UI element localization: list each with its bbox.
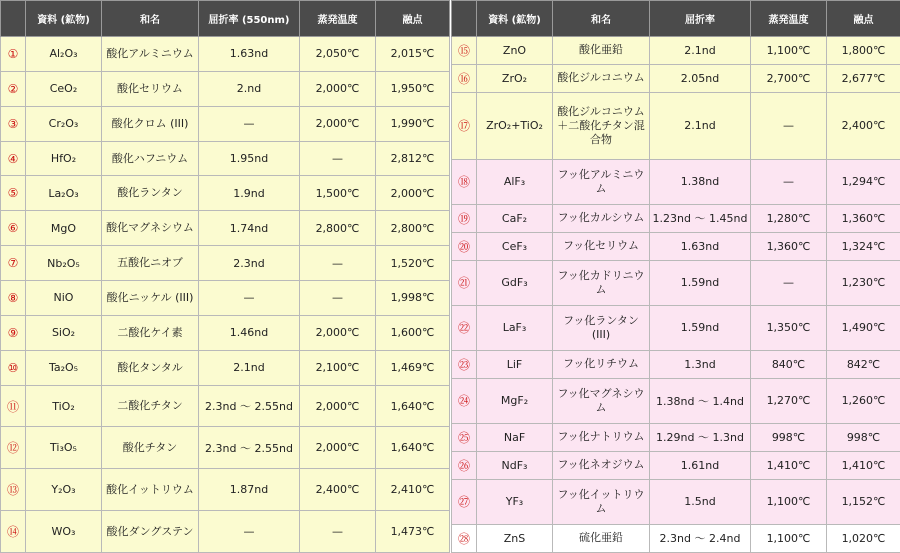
evaporation-temp: 1,100℃ xyxy=(751,479,827,524)
melting-point: 1,520℃ xyxy=(376,246,450,281)
melting-point: 1,640℃ xyxy=(376,427,450,469)
material-formula: Ta₂O₅ xyxy=(26,350,102,385)
material-formula: CaF₂ xyxy=(477,204,553,232)
material-japanese-name: 二酸化チタン xyxy=(102,385,199,427)
header-number xyxy=(452,1,477,37)
melting-point: 1,260℃ xyxy=(827,378,900,423)
evaporation-temp: 2,100℃ xyxy=(300,350,376,385)
refractive-index: 2.3nd xyxy=(199,246,300,281)
row-number: ⑱ xyxy=(452,159,477,204)
header-melting-point: 融点 xyxy=(827,1,900,37)
material-formula: MgF₂ xyxy=(477,378,553,423)
material-japanese-name: 酸化クロム (III) xyxy=(102,106,199,141)
material-formula: CeF₃ xyxy=(477,232,553,260)
melting-point: 2,812℃ xyxy=(376,141,450,176)
refractive-index: 1.63nd xyxy=(199,37,300,72)
evaporation-temp: — xyxy=(751,159,827,204)
evaporation-temp: 1,360℃ xyxy=(751,232,827,260)
melting-point: 1,800℃ xyxy=(827,37,900,65)
refractive-index: 1.46nd xyxy=(199,315,300,350)
material-japanese-name: フッ化イットリウム xyxy=(553,479,650,524)
row-number: ㉖ xyxy=(452,451,477,479)
row-number: ㉒ xyxy=(452,305,477,350)
evaporation-temp: 2,050℃ xyxy=(300,37,376,72)
refractive-index: 1.63nd xyxy=(650,232,751,260)
material-formula: LiF xyxy=(477,350,553,378)
table-body-right xyxy=(452,37,900,553)
material-formula: La₂O₃ xyxy=(26,176,102,211)
header-evaporation-temp: 蒸発温度 xyxy=(751,1,827,37)
table-row xyxy=(452,37,900,65)
material-japanese-name: 酸化ランタン xyxy=(102,176,199,211)
header-melting-point: 融点 xyxy=(376,1,450,37)
material-japanese-name: フッ化セリウム xyxy=(553,232,650,260)
row-number: ⑫ xyxy=(1,427,26,469)
material-japanese-name: 酸化ハフニウム xyxy=(102,141,199,176)
header-japanese-name: 和名 xyxy=(553,1,650,37)
header-japanese-name: 和名 xyxy=(102,1,199,37)
material-formula: CeO₂ xyxy=(26,71,102,106)
evaporation-temp: 2,000℃ xyxy=(300,106,376,141)
material-formula: YF₃ xyxy=(477,479,553,524)
material-japanese-name: 酸化ダングステン xyxy=(102,511,199,553)
material-formula: GdF₃ xyxy=(477,260,553,305)
refractive-index: — xyxy=(199,106,300,141)
melting-point: 1,990℃ xyxy=(376,106,450,141)
refractive-index: 2.nd xyxy=(199,71,300,106)
header-evaporation-temp: 蒸発温度 xyxy=(300,1,376,37)
material-japanese-name: フッ化ランタン (III) xyxy=(553,305,650,350)
header-row xyxy=(452,1,900,37)
table-row xyxy=(452,159,900,204)
refractive-index: 1.59nd xyxy=(650,305,751,350)
evaporation-temp: — xyxy=(751,260,827,305)
row-number: ㉑ xyxy=(452,260,477,305)
row-number: ⑯ xyxy=(452,64,477,92)
refractive-index: 2.1nd xyxy=(650,92,751,159)
material-formula: MgO xyxy=(26,211,102,246)
material-formula: NdF₃ xyxy=(477,451,553,479)
evaporation-temp: — xyxy=(751,92,827,159)
refractive-index: 1.95nd xyxy=(199,141,300,176)
evaporation-temp: 2,000℃ xyxy=(300,71,376,106)
evaporation-temp: 1,350℃ xyxy=(751,305,827,350)
row-number: ⑲ xyxy=(452,204,477,232)
material-japanese-name: フッ化カルシウム xyxy=(553,204,650,232)
refractive-index: 1.59nd xyxy=(650,260,751,305)
material-japanese-name: 硫化亜鉛 xyxy=(553,524,650,552)
row-number: ⑭ xyxy=(1,511,26,553)
material-japanese-name: 酸化タンタル xyxy=(102,350,199,385)
evaporation-temp: 2,800℃ xyxy=(300,211,376,246)
refractive-index: 1.3nd xyxy=(650,350,751,378)
table-row xyxy=(1,37,450,72)
melting-point: 1,230℃ xyxy=(827,260,900,305)
evaporation-temp: 2,700℃ xyxy=(751,64,827,92)
evaporation-temp: 998℃ xyxy=(751,423,827,451)
material-japanese-name: 酸化亜鉛 xyxy=(553,37,650,65)
refractive-index: 2.1nd xyxy=(199,350,300,385)
evaporation-temp: 1,500℃ xyxy=(300,176,376,211)
material-formula: SiO₂ xyxy=(26,315,102,350)
melting-point: 1,640℃ xyxy=(376,385,450,427)
row-number: ⑦ xyxy=(1,246,26,281)
melting-point: 2,410℃ xyxy=(376,469,450,511)
melting-point: 1,020℃ xyxy=(827,524,900,552)
evaporation-temp: 1,280℃ xyxy=(751,204,827,232)
table-row xyxy=(452,378,900,423)
refractive-index: 1.61nd xyxy=(650,451,751,479)
material-japanese-name: 酸化マグネシウム xyxy=(102,211,199,246)
refractive-index: 1.87nd xyxy=(199,469,300,511)
table-row xyxy=(1,511,450,553)
table-row xyxy=(452,524,900,552)
melting-point: 1,473℃ xyxy=(376,511,450,553)
melting-point: 1,469℃ xyxy=(376,350,450,385)
melting-point: 2,677℃ xyxy=(827,64,900,92)
row-number: ② xyxy=(1,71,26,106)
table-row xyxy=(1,106,450,141)
row-number: ⑬ xyxy=(1,469,26,511)
material-formula: ZrO₂ xyxy=(477,64,553,92)
header-material: 資料 (鉱物) xyxy=(26,1,102,37)
row-number: ⑰ xyxy=(452,92,477,159)
material-formula: LaF₃ xyxy=(477,305,553,350)
evaporation-temp: 2,400℃ xyxy=(300,469,376,511)
header-material: 資料 (鉱物) xyxy=(477,1,553,37)
row-number: ㉗ xyxy=(452,479,477,524)
row-number: ⑧ xyxy=(1,281,26,316)
header-row xyxy=(1,1,450,37)
table-row xyxy=(452,260,900,305)
row-number: ⑪ xyxy=(1,385,26,427)
melting-point: 1,324℃ xyxy=(827,232,900,260)
refractive-index: 1.74nd xyxy=(199,211,300,246)
material-formula: Y₂O₃ xyxy=(26,469,102,511)
evaporation-temp: 2,000℃ xyxy=(300,315,376,350)
table-row xyxy=(1,211,450,246)
table-row xyxy=(452,451,900,479)
evaporation-temp: 840℃ xyxy=(751,350,827,378)
table-row xyxy=(452,305,900,350)
evaporation-temp: 1,100℃ xyxy=(751,524,827,552)
material-formula: TiO₂ xyxy=(26,385,102,427)
material-formula: AlF₃ xyxy=(477,159,553,204)
table-row xyxy=(1,385,450,427)
table-row xyxy=(1,71,450,106)
melting-point: 842℃ xyxy=(827,350,900,378)
refractive-index: 1.23nd 〜 1.45nd xyxy=(650,204,751,232)
row-number: ㉕ xyxy=(452,423,477,451)
evaporation-temp: 1,410℃ xyxy=(751,451,827,479)
row-number: ⑨ xyxy=(1,315,26,350)
evaporation-temp: 1,270℃ xyxy=(751,378,827,423)
melting-point: 2,400℃ xyxy=(827,92,900,159)
material-formula: ZrO₂+TiO₂ xyxy=(477,92,553,159)
material-formula: Cr₂O₃ xyxy=(26,106,102,141)
material-formula: Ti₃O₅ xyxy=(26,427,102,469)
refractive-index: 2.3nd 〜 2.55nd xyxy=(199,385,300,427)
material-formula: NaF xyxy=(477,423,553,451)
header-number xyxy=(1,1,26,37)
material-formula: NiO xyxy=(26,281,102,316)
material-formula: ZnO xyxy=(477,37,553,65)
refractive-index: 1.38nd 〜 1.4nd xyxy=(650,378,751,423)
refractive-index: 1.29nd 〜 1.3nd xyxy=(650,423,751,451)
refractive-index: 1.5nd xyxy=(650,479,751,524)
evaporation-temp: 1,100℃ xyxy=(751,37,827,65)
row-number: ① xyxy=(1,37,26,72)
row-number: ④ xyxy=(1,141,26,176)
table-row xyxy=(1,350,450,385)
melting-point: 998℃ xyxy=(827,423,900,451)
melting-point: 1,950℃ xyxy=(376,71,450,106)
table-row xyxy=(452,479,900,524)
evaporation-temp: — xyxy=(300,281,376,316)
row-number: ㉔ xyxy=(452,378,477,423)
evaporation-temp: — xyxy=(300,511,376,553)
material-japanese-name: 酸化セリウム xyxy=(102,71,199,106)
material-japanese-name: 二酸化ケイ素 xyxy=(102,315,199,350)
row-number: ③ xyxy=(1,106,26,141)
refractive-index: 2.3nd 〜 2.55nd xyxy=(199,427,300,469)
material-formula: Al₂O₃ xyxy=(26,37,102,72)
table-row xyxy=(452,232,900,260)
material-japanese-name: フッ化カドリニウム xyxy=(553,260,650,305)
table-row xyxy=(452,92,900,159)
melting-point: 2,800℃ xyxy=(376,211,450,246)
row-number: ⑥ xyxy=(1,211,26,246)
refractive-index: 2.3nd 〜 2.4nd xyxy=(650,524,751,552)
table-row xyxy=(1,315,450,350)
melting-point: 1,490℃ xyxy=(827,305,900,350)
table-row xyxy=(1,427,450,469)
table-row xyxy=(1,281,450,316)
row-number: ⑩ xyxy=(1,350,26,385)
melting-point: 2,015℃ xyxy=(376,37,450,72)
table-row xyxy=(452,350,900,378)
material-japanese-name: フッ化アルミニウム xyxy=(553,159,650,204)
melting-point: 1,152℃ xyxy=(827,479,900,524)
row-number: ㉓ xyxy=(452,350,477,378)
material-japanese-name: 酸化ジルコニウム xyxy=(553,64,650,92)
material-japanese-name: 酸化ニッケル (III) xyxy=(102,281,199,316)
material-formula: HfO₂ xyxy=(26,141,102,176)
melting-point: 1,600℃ xyxy=(376,315,450,350)
refractive-index: 2.05nd xyxy=(650,64,751,92)
row-number: ⑤ xyxy=(1,176,26,211)
material-japanese-name: 酸化ジルコニウム＋二酸化チタン混合物 xyxy=(553,92,650,159)
melting-point: 1,998℃ xyxy=(376,281,450,316)
refractive-index: 2.1nd xyxy=(650,37,751,65)
refractive-index: — xyxy=(199,511,300,553)
material-japanese-name: フッ化ナトリウム xyxy=(553,423,650,451)
table-row xyxy=(1,141,450,176)
row-number: ㉘ xyxy=(452,524,477,552)
table-row xyxy=(1,469,450,511)
evaporation-temp: 2,000℃ xyxy=(300,385,376,427)
melting-point: 1,410℃ xyxy=(827,451,900,479)
material-japanese-name: フッ化リチウム xyxy=(553,350,650,378)
material-japanese-name: 酸化イットリウム xyxy=(102,469,199,511)
table-row xyxy=(1,246,450,281)
material-formula: ZnS xyxy=(477,524,553,552)
materials-table-right xyxy=(451,0,900,553)
evaporation-temp: — xyxy=(300,246,376,281)
evaporation-temp: 2,000℃ xyxy=(300,427,376,469)
melting-point: 1,294℃ xyxy=(827,159,900,204)
table-body-left xyxy=(1,37,450,553)
table-row xyxy=(1,176,450,211)
refractive-index: — xyxy=(199,281,300,316)
table-row xyxy=(452,64,900,92)
row-number: ⑳ xyxy=(452,232,477,260)
material-formula: WO₃ xyxy=(26,511,102,553)
material-japanese-name: フッ化ネオジウム xyxy=(553,451,650,479)
material-japanese-name: 五酸化ニオブ xyxy=(102,246,199,281)
melting-point: 1,360℃ xyxy=(827,204,900,232)
refractive-index: 1.38nd xyxy=(650,159,751,204)
evaporation-temp: — xyxy=(300,141,376,176)
material-japanese-name: 酸化アルミニウム xyxy=(102,37,199,72)
refractive-index: 1.9nd xyxy=(199,176,300,211)
material-japanese-name: フッ化マグネシウム xyxy=(553,378,650,423)
material-japanese-name: 酸化チタン xyxy=(102,427,199,469)
material-formula: Nb₂O₅ xyxy=(26,246,102,281)
table-row xyxy=(452,204,900,232)
table-row xyxy=(452,423,900,451)
melting-point: 2,000℃ xyxy=(376,176,450,211)
row-number: ⑮ xyxy=(452,37,477,65)
header-refractive-index: 屈折率 (550nm) xyxy=(199,1,300,37)
header-refractive-index: 屈折率 xyxy=(650,1,751,37)
